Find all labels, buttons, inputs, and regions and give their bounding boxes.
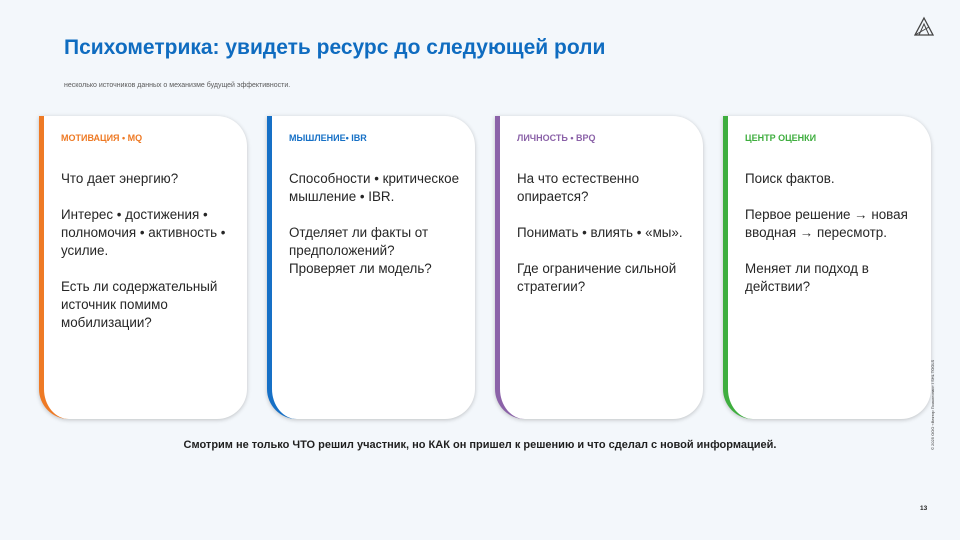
card-personality [495,116,703,419]
card-paragraph: Понимать • влиять • «мы». [517,225,683,240]
card-body [61,170,235,350]
card-paragraph: Есть ли содержательный источник помимо мобилизации? [61,279,218,330]
card-paragraph: На что естественно опирается? [517,171,640,204]
card-label: МЫШЛЕНИЕ• IBR [289,133,367,143]
page-number: 13 [920,505,928,512]
card-paragraph: Где ограничение сильной стратегии? [517,261,677,294]
triangle-logo-icon [913,16,935,38]
card-paragraph: Интерес • достижения • полномочия • активность • усилие. [61,207,226,258]
card-label: ЦЕНТР ОЦЕНКИ [745,133,817,143]
card-label: ЛИЧНОСТЬ • BPQ [517,133,596,143]
card-paragraph: Первое решение → новая вводная → пересмотр. [745,207,908,240]
card-paragraph: Способности • критическое мышление • IBR. [289,171,460,204]
card-thinking [267,116,475,419]
card-body [289,170,463,296]
card-paragraph: Что дает энергию? [61,171,179,186]
card-label: МОТИВАЦИЯ • MQ [61,133,143,143]
card-paragraph: Меняет ли подход в действии? [745,261,869,294]
slide-subtitle: несколько источников данных о механизме будущей эффективности. [64,82,291,89]
card-paragraph: Поиск фактов. [745,171,835,186]
card-body [745,170,919,314]
card-paragraph: Отделяет ли факты от предположений? Проверяет ли модель? [289,225,432,276]
card-body [517,170,691,314]
card-assessment-center [723,116,931,419]
slide-title: Психометрика: увидеть ресурс до следующей роли [64,36,606,59]
slide-footer: Смотрим не только ЧТО решил участник, но КАК он пришел к решению и что сделал с новой информацией. [183,439,777,451]
card-motivation [39,116,247,419]
copyright-note: © 2025 ООО «Вектор Психологии» / SHL TOOLS [930,359,935,450]
